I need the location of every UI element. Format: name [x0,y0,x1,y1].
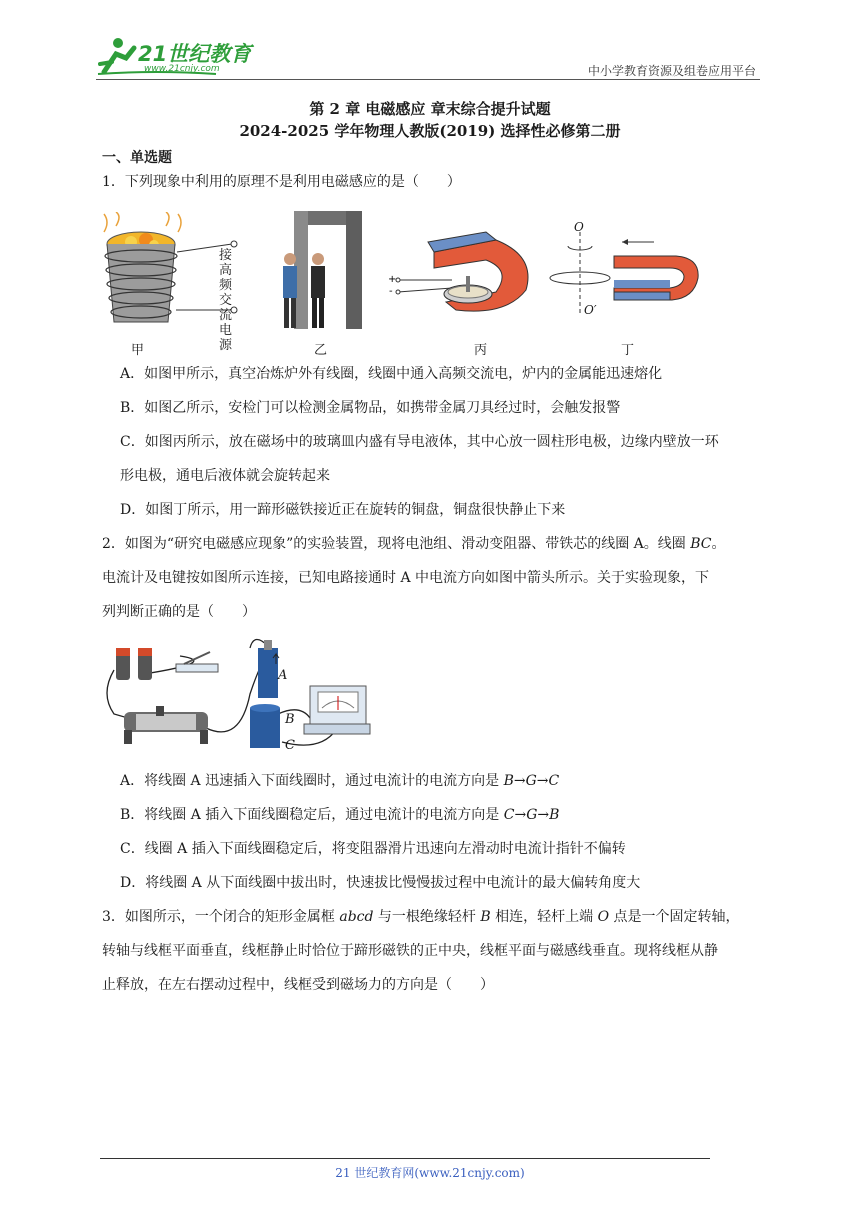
security-gate-icon [276,207,366,335]
question-2-option-b[interactable] [120,798,770,832]
question-2-stem-line-2: 电流计及电键按如图所示连接，已知电路接通时 A 中电流方向如图中箭头所示。关于实验现象，下 [102,570,710,586]
label-char: 源 [219,338,233,353]
question-2-option-c[interactable]: C．线圈 A 插入下面线圈稳定后，将变阻器滑片迅速向左滑动时电流计指针不偏转 [120,841,626,857]
pivot-label: O [597,909,610,925]
stem-text: 点是一个固定转轴， [609,909,740,925]
stem-text: 相连，轻杆上端 [490,909,598,925]
option-text: A．将线圈 A 迅速插入下面线圈时，通过电流计的电流方向是 [120,773,504,789]
section-heading: 一、单选题 [102,150,172,166]
label-char: 电 [219,323,233,338]
furnace-label-column [219,248,233,353]
figure-security-gate [276,207,366,335]
label-coil-a: A [278,668,288,683]
svg-text:-: - [389,286,393,297]
figure-copper-disk [548,218,704,324]
question-1-option-d[interactable]: D．如图丁所示，用一蹄形磁铁接近正在旋转的铜盘，铜盘很快静止下来 [120,502,566,518]
svg-text:+: + [388,274,397,285]
footer-link[interactable]: 21 世纪教育网(www.21cnjy.com) [335,1166,525,1180]
question-2-stem-line-1 [102,527,770,561]
caption-ding: 丁 [621,343,635,358]
question-2-stem-line-3: 列判断正确的是（ ） [102,604,256,620]
stem-text: 3．如图所示，一个闭合的矩形金属框 [102,909,340,925]
stem-text: 。 [711,536,726,552]
logo-text: 21世纪教育 [138,42,252,66]
page-subtitle: 2024-2025 学年物理人教版(2019) 选择性必修第二册 [239,122,621,140]
magnet-dish-icon [386,226,536,322]
question-3-stem-line-1 [102,900,770,934]
platform-name: 中小学教育资源及组卷应用平台 [587,64,756,78]
question-1-option-c-cont: 形电极，通电后液体就会旋转起来 [120,468,330,484]
current-path: B→G→C [503,773,560,789]
label-char: 频 [219,278,233,293]
header-divider [96,79,760,80]
figure-induction-experiment [100,634,376,756]
label-terminal-c: C [285,738,295,753]
question-1-option-c[interactable]: C．如图丙所示，放在磁场中的玻璃皿内盛有导电液体，其中心放一圆柱形电极，边缘内壁放一环 [120,434,719,450]
footer-divider [100,1158,710,1159]
current-path: C→G→B [503,807,560,823]
question-2-option-d[interactable]: D．将线圈 A 从下面线圈中拔出时，快速拔比慢慢拔过程中电流计的最大偏转角度大 [120,875,641,891]
circuit-apparatus-icon [100,634,376,756]
question-1-option-b[interactable]: B．如图乙所示，安检门可以检测金属物品，如携带金属刀具经过时，会触发报警 [120,400,621,416]
label-char: 接 [219,248,233,263]
question-1-option-a[interactable]: A．如图甲所示，真空冶炼炉外有线圈，线圈中通入高频交流电，炉内的金属能迅速熔化 [120,366,663,382]
caption-yi: 乙 [314,343,328,358]
label-terminal-b: B [285,712,295,727]
frame-label: abcd [339,909,374,925]
page-title: 第 2 章 电磁感应 章末综合提升试题 [309,100,551,118]
label-char: 高 [219,263,233,278]
caption-bing: 丙 [474,343,488,358]
question-3-stem-line-2: 转轴与线框平面垂直，线框静止时恰位于蹄形磁铁的正中央，线框平面与磁感线垂直。现将线框从静 [102,943,718,959]
stem-text: 与一根绝缘轻杆 [373,909,481,925]
figure-rotating-liquid [386,226,536,322]
stem-text: 2．如图为“研究电磁感应现象”的实验装置，现将电池组、滑动变阻器、带铁芯的线圈 A。线圈 [102,536,691,552]
question-2-option-a[interactable] [120,764,770,798]
axis-label-o-prime: O′ [584,303,597,317]
question-1-stem: 1．下列现象中利用的原理不是利用电磁感应的是（ ） [102,174,461,190]
caption-jia: 甲 [131,343,145,358]
disk-magnet-icon [548,218,704,324]
label-char: 流 [219,308,233,323]
coil-label: BC [690,536,712,552]
logo [96,34,266,78]
question-3-stem-line-3: 止释放，在左右摆动过程中，线框受到磁场力的方向是（ ） [102,977,494,993]
label-char: 交 [219,293,233,308]
logo-url: www.21cnjy.com [144,64,220,74]
axis-label-o: O [574,220,584,234]
rod-label: B [480,909,491,925]
option-text: B．将线圈 A 插入下面线圈稳定后，通过电流计的电流方向是 [120,807,504,823]
